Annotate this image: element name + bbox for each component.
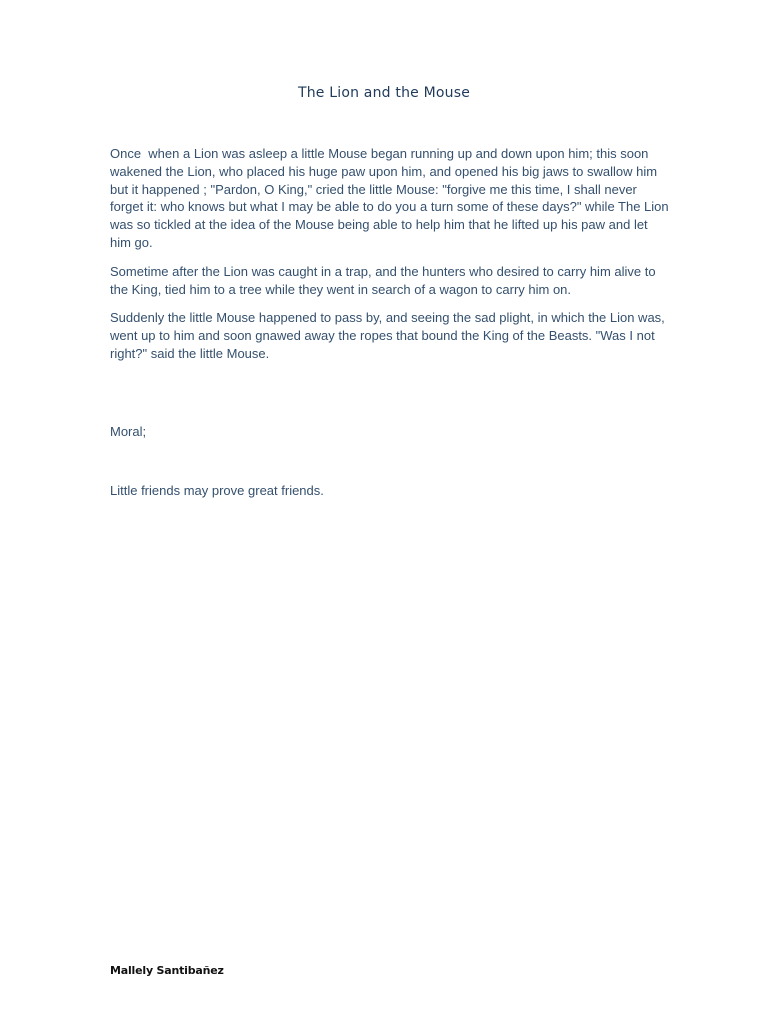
story-body <box>110 145 673 374</box>
moral-heading: Moral; <box>110 424 147 439</box>
moral-text: Little friends may prove great friends. <box>110 483 324 498</box>
story-paragraph-3: Suddenly the little Mouse happened to pass by, and seeing the sad plight, in which the Lion was, went up to him and soon gnawed away the ropes that bound the King of the Beasts. "Was I not right?" said the little Mouse. <box>110 310 669 361</box>
story-paragraph-2: Sometime after the Lion was caught in a trap, and the hunters who desired to carry him alive to the King, tied him to a tree while they went in search of a wagon to carry him on. <box>110 263 660 297</box>
story-paragraph-1: Once when a Lion was asleep a little Mouse began running up and down upon him; this soon wakened the Lion, who placed his huge paw upon him, and opened his big jaws to swallow him but it happened ; "Pardon, O King," cried the little Mouse: "forgive me this time, I shall never forget it: who knows but what I may be able to do you a turn some of these days?" while The Lion was so tickled at the idea of the Mouse being able to help him that he lifted up his paw and let him go. <box>110 146 673 250</box>
page-title: The Lion and the Mouse <box>297 85 471 101</box>
author-name: Mallely Santibañez <box>110 964 224 977</box>
